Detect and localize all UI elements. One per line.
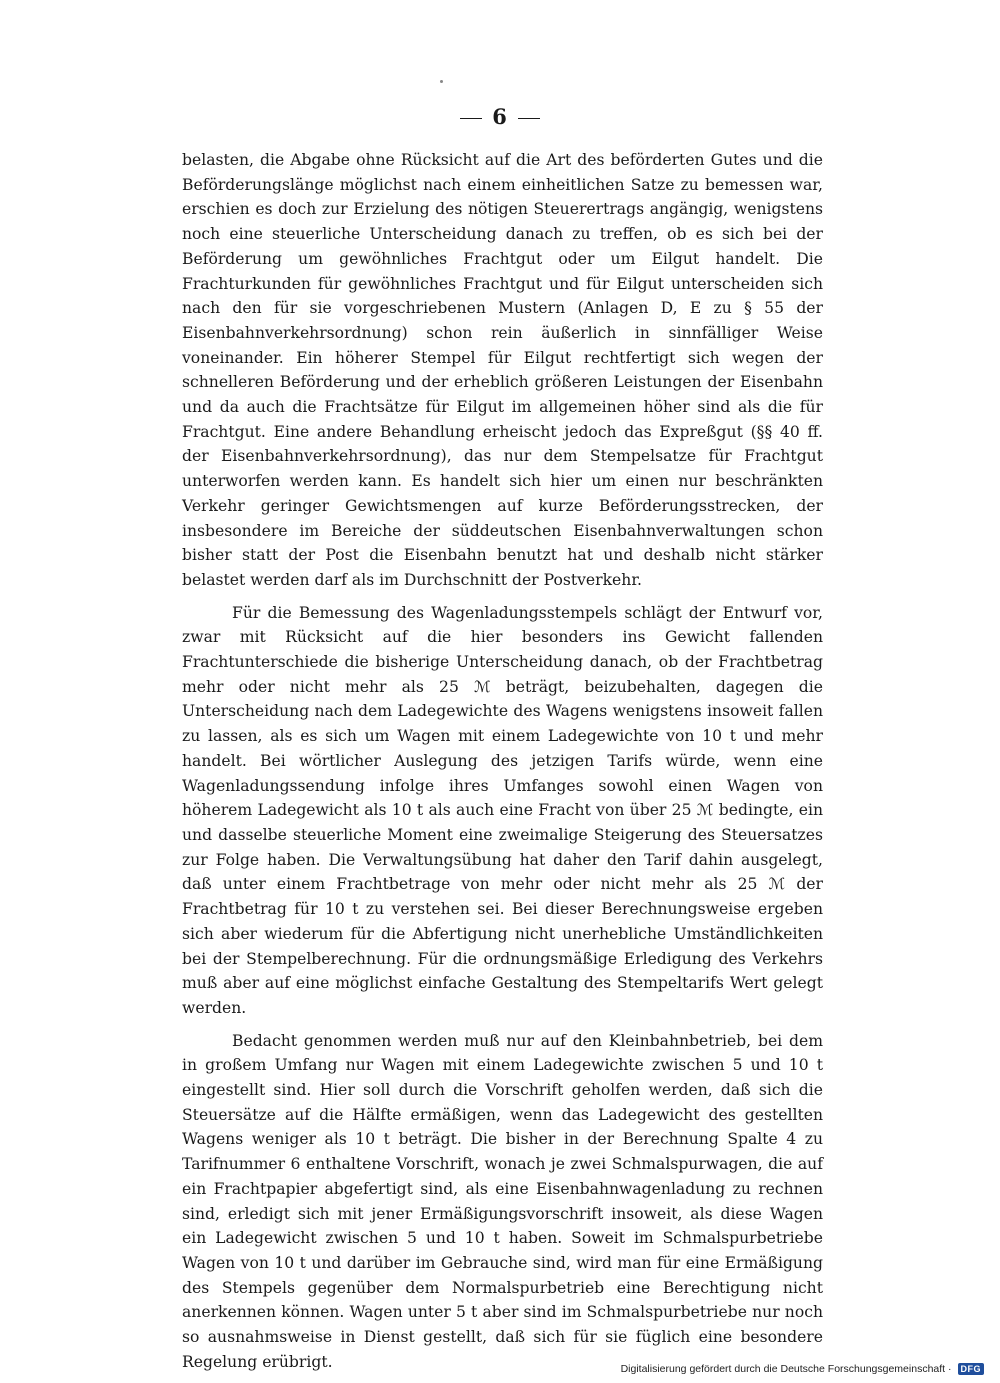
dash-right xyxy=(518,118,540,119)
dfg-logo-icon: DFG xyxy=(958,1363,985,1375)
paragraph-2: Für die Bemessung des Wagenladungsstempels schlägt der Entwurf vor, zwar mit Rücksicht auf die hier besonders ins Gewicht fallenden Frachtunterschiede die bisherige Unterscheidung danach, ob der Frachtbetrag mehr oder nicht mehr als 25 ℳ beträgt, beizubehalten, dagegen die Unterscheidung nach dem Ladegewichte des Wagens wenigstens insoweit fallen zu lassen, als es sich um Wagen mit einem Ladegewichte von 10 t und mehr handelt. Bei wörtlicher Auslegung des jetzigen Tarifs würde, wenn eine Wagenladungssendung infolge ihres Umfanges sowohl einen Wagen von höherem Ladegewicht als 10 t als auch eine Fracht von über 25 ℳ bedingte, ein und dasselbe steuerliche Moment eine zweimalige Steigerung des Steuersatzes zur Folge haben. Die Verwaltungsübung hat daher den Tarif dahin ausgelegt, daß unter einem Frachtbetrage von mehr oder nicht mehr als 25 ℳ der Frachtbetrag für 10 t zu verstehen sei. Bei dieser Berechnungsweise ergeben sich aber wiederum für die Abfertigung nicht unerhebliche Umständlichkeiten bei der Stempelberechnung. Für die ordnungsmäßige Erledigung des Verkehrs muß aber auf eine möglichst einfache Gestaltung des Stempeltarifs Wert gelegt werden. xyxy=(182,603,823,1017)
dash-left xyxy=(460,118,482,119)
page-number-text: 6 xyxy=(492,104,508,129)
body-text xyxy=(182,148,823,1374)
paragraph-1: belasten, die Abgabe ohne Rücksicht auf die Art des beförderten Gutes und die Beförderungslänge möglichst nach einem einheitlichen Satze zu bemessen war, erschien es doch zur Erzielung des nötigen Steuerertrags angängig, wenigstens noch eine steuerliche Unterscheidung danach zu treffen, ob es sich bei der Beförderung um gewöhnliches Frachtgut oder um Eilgut handelt. Die Frachturkunden für gewöhnliches Frachtgut und für Eilgut unterscheiden sich nach den für sie vorgeschriebenen Mustern (Anlagen D, E zu § 55 der Eisenbahnverkehrsordnung) schon rein äußerlich in sinnfälliger Weise voneinander. Ein höherer Stempel für Eilgut rechtfertigt sich wegen der schnelleren Beförderung und der erheblich größeren Leistungen der Eisenbahn und da auch die Frachtsätze für Eilgut im allgemeinen höher sind als die für Frachtgut. Eine andere Behandlung erheischt jedoch das Expreßgut (§§ 40 ff. der Eisenbahnverkehrsordnung), das nur dem Stempelsatze für Frachtgut unterworfen werden kann. Es handelt sich hier um einen nur beschränkten Verkehr geringer Gewichtsmengen auf kurze Beförderungsstrecken, der insbesondere im Bereiche der süddeutschen Eisenbahnverwaltungen schon bisher statt der Post die Eisenbahn benutzt hat und deshalb nicht stärker belastet werden darf als im Durchschnitt der Postverkehr. xyxy=(182,151,823,589)
paragraph-3: Bedacht genommen werden muß nur auf den Kleinbahnbetrieb, bei dem in großem Umfang nur Wagen mit einem Ladegewichte zwischen 5 und 10 t eingestellt sind. Hier soll durch die Vorschrift geholfen werden, daß sich die Steuersätze auf die Hälfte ermäßigen, wenn das Ladegewicht des gestellten Wagens weniger als 10 t beträgt. Die bisher in der Berechnung Spalte 4 zu Tarifnummer 6 enthaltene Vorschrift, wonach je zwei Schmalspurwagen, die auf ein Frachtpapier abgefertigt sind, als eine Eisenbahnwagenladung zu rechnen sind, erledigt sich mit jener Ermäßigungsvorschrift insoweit, als diese Wagen ein Ladegewicht zwischen 5 und 10 t haben. Soweit im Schmalspurbetriebe Wagen von 10 t und darüber im Gebrauche sind, wird man für eine Ermäßigung des Stempels gegenüber dem Normalspurbetrieb eine Berechtigung nicht anerkennen können. Wagen unter 5 t aber sind im Schmalspurbetriebe nur noch so ausnahmsweise in Dienst gestellt, daß sich für sie füglich eine besondere Regelung erübrigt. xyxy=(182,1031,823,1371)
page-number xyxy=(0,104,1000,129)
footer-text: Digitalisierung gefördert durch die Deutsche Forschungsgemeinschaft · xyxy=(620,1363,952,1375)
scan-speck xyxy=(440,80,443,83)
footer-credit xyxy=(621,1363,984,1375)
